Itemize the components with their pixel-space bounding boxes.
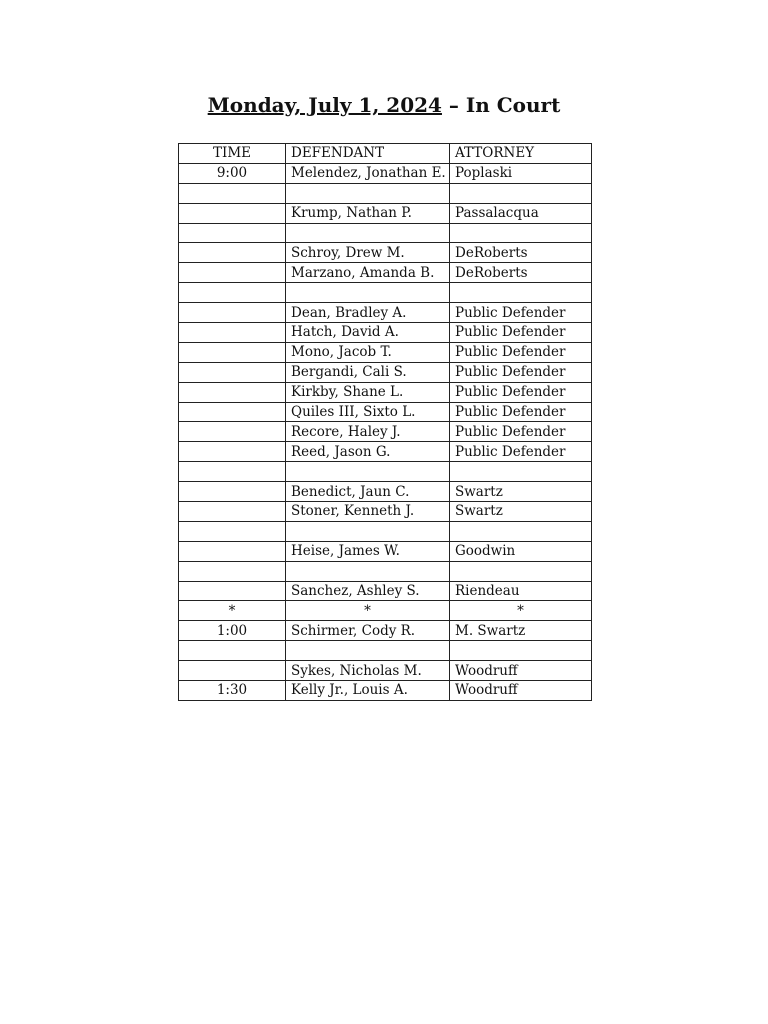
time-cell (179, 462, 286, 482)
table-row (179, 422, 592, 442)
table-row (179, 561, 592, 581)
table-row (179, 342, 592, 362)
time-cell (179, 502, 286, 522)
table-row (179, 502, 592, 522)
attorney-cell (450, 223, 592, 243)
attorney-cell: M. Swartz (450, 621, 592, 641)
table-row (179, 263, 592, 283)
attorney-cell: Poplaski (450, 163, 592, 183)
court-schedule-table (178, 143, 592, 701)
defendant-cell: Melendez, Jonathan E. (286, 163, 450, 183)
table-header (179, 144, 592, 164)
attorney-cell: DeRoberts (450, 263, 592, 283)
table-body (179, 163, 592, 700)
table-row (179, 362, 592, 382)
defendant-cell (286, 462, 450, 482)
defendant-cell: Benedict, Jaun C. (286, 482, 450, 502)
defendant-cell: Bergandi, Cali S. (286, 362, 450, 382)
defendant-cell (286, 223, 450, 243)
time-cell (179, 362, 286, 382)
attorney-cell (450, 641, 592, 661)
table-row (179, 541, 592, 561)
header-row (179, 144, 592, 164)
table-row (179, 163, 592, 183)
page-title (0, 92, 768, 118)
table-row (179, 482, 592, 502)
defendant-cell: Schroy, Drew M. (286, 243, 450, 263)
defendant-cell: Kelly Jr., Louis A. (286, 681, 450, 701)
attorney-cell (450, 561, 592, 581)
defendant-cell (286, 521, 450, 541)
time-cell (179, 541, 286, 561)
defendant-cell: Mono, Jacob T. (286, 342, 450, 362)
defendant-cell: Sanchez, Ashley S. (286, 581, 450, 601)
title-date: Monday, July 1, 2024 (207, 93, 442, 117)
time-cell (179, 422, 286, 442)
time-cell (179, 203, 286, 223)
time-cell: 1:00 (179, 621, 286, 641)
table-row (179, 521, 592, 541)
title-suffix: – In Court (441, 93, 561, 117)
defendant-cell: Recore, Haley J. (286, 422, 450, 442)
time-cell (179, 521, 286, 541)
table-row (179, 621, 592, 641)
attorney-cell: Public Defender (450, 303, 592, 323)
table-row (179, 203, 592, 223)
time-cell: 1:30 (179, 681, 286, 701)
time-cell (179, 183, 286, 203)
attorney-cell: Goodwin (450, 541, 592, 561)
header-attorney: ATTORNEY (450, 144, 592, 164)
defendant-cell: Stoner, Kenneth J. (286, 502, 450, 522)
time-cell (179, 661, 286, 681)
attorney-cell: Woodruff (450, 661, 592, 681)
attorney-cell (450, 183, 592, 203)
defendant-cell: Kirkby, Shane L. (286, 382, 450, 402)
defendant-cell (286, 183, 450, 203)
table-row (179, 303, 592, 323)
time-cell (179, 442, 286, 462)
defendant-cell (286, 283, 450, 303)
defendant-cell: Krump, Nathan P. (286, 203, 450, 223)
attorney-cell: Public Defender (450, 362, 592, 382)
time-cell (179, 561, 286, 581)
attorney-cell: * (450, 601, 592, 621)
defendant-cell (286, 561, 450, 581)
time-cell (179, 263, 286, 283)
table-row (179, 442, 592, 462)
table-row (179, 323, 592, 343)
header-defendant: DEFENDANT (286, 144, 450, 164)
table-row (179, 681, 592, 701)
time-cell (179, 223, 286, 243)
header-time: TIME (179, 144, 286, 164)
time-cell (179, 243, 286, 263)
time-cell (179, 382, 286, 402)
table-row (179, 283, 592, 303)
time-cell: 9:00 (179, 163, 286, 183)
defendant-cell: Marzano, Amanda B. (286, 263, 450, 283)
attorney-cell: Swartz (450, 482, 592, 502)
table-row (179, 462, 592, 482)
attorney-cell: Public Defender (450, 402, 592, 422)
time-cell (179, 402, 286, 422)
defendant-cell: Dean, Bradley A. (286, 303, 450, 323)
table-row (179, 243, 592, 263)
attorney-cell (450, 462, 592, 482)
attorney-cell: DeRoberts (450, 243, 592, 263)
attorney-cell: Public Defender (450, 422, 592, 442)
defendant-cell: Heise, James W. (286, 541, 450, 561)
attorney-cell: Public Defender (450, 342, 592, 362)
time-cell (179, 283, 286, 303)
defendant-cell: Schirmer, Cody R. (286, 621, 450, 641)
time-cell (179, 342, 286, 362)
attorney-cell: Woodruff (450, 681, 592, 701)
attorney-cell: Public Defender (450, 382, 592, 402)
table-row (179, 223, 592, 243)
time-cell (179, 641, 286, 661)
defendant-cell: * (286, 601, 450, 621)
table-row (179, 661, 592, 681)
table-row (179, 601, 592, 621)
attorney-cell (450, 521, 592, 541)
defendant-cell (286, 641, 450, 661)
attorney-cell (450, 283, 592, 303)
attorney-cell: Public Defender (450, 323, 592, 343)
defendant-cell: Hatch, David A. (286, 323, 450, 343)
defendant-cell: Reed, Jason G. (286, 442, 450, 462)
table-row (179, 183, 592, 203)
attorney-cell: Public Defender (450, 442, 592, 462)
table-row (179, 402, 592, 422)
attorney-cell: Swartz (450, 502, 592, 522)
time-cell (179, 303, 286, 323)
attorney-cell: Passalacqua (450, 203, 592, 223)
time-cell (179, 323, 286, 343)
table-row (179, 382, 592, 402)
table-row (179, 581, 592, 601)
table-row (179, 641, 592, 661)
time-cell (179, 482, 286, 502)
defendant-cell: Sykes, Nicholas M. (286, 661, 450, 681)
attorney-cell: Riendeau (450, 581, 592, 601)
time-cell: * (179, 601, 286, 621)
defendant-cell: Quiles III, Sixto L. (286, 402, 450, 422)
time-cell (179, 581, 286, 601)
